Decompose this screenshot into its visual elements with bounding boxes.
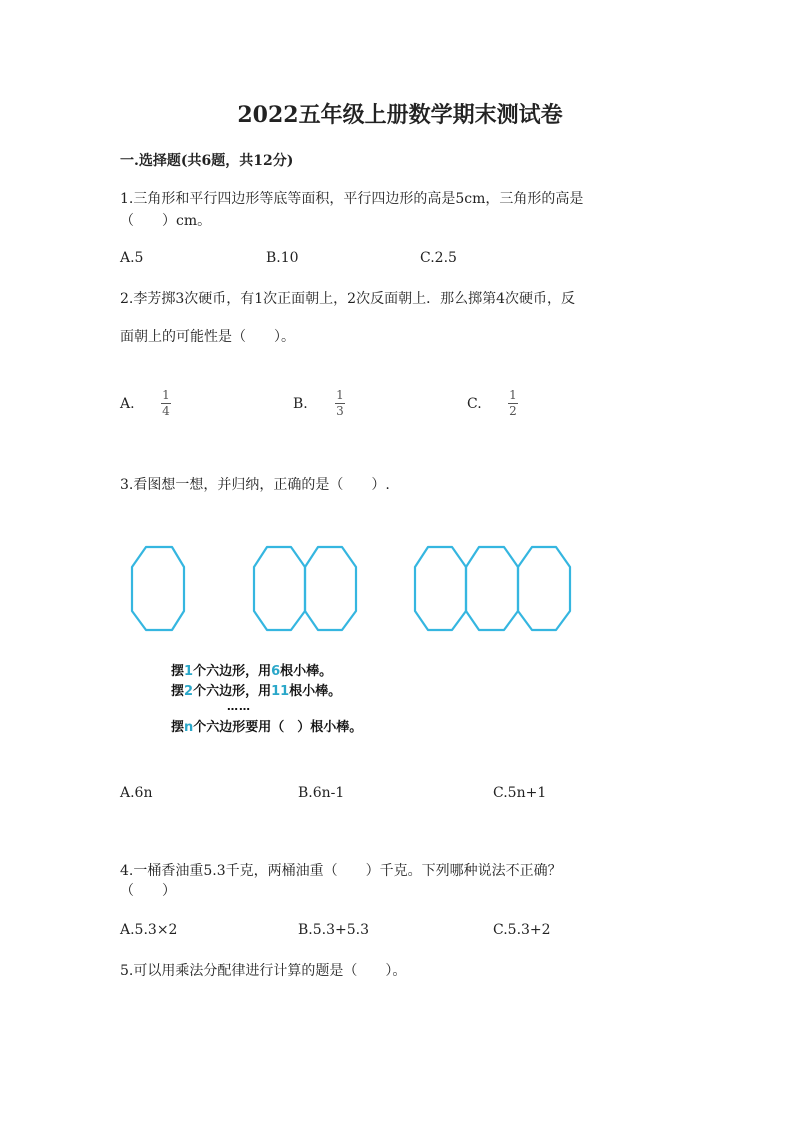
question-4-line-2: （ ） bbox=[120, 883, 176, 899]
hexagon-group-3-hex-1 bbox=[415, 547, 466, 630]
hexagon-group-1-hex-1 bbox=[132, 547, 184, 630]
question-1-option-b: B.10 bbox=[266, 250, 299, 266]
question-4-line-1: 4.一桶香油重5.3千克，两桶油重（ ）千克。下列哪种说法不正确？ bbox=[120, 863, 562, 879]
caption-text: 摆 bbox=[171, 684, 185, 699]
caption-number: 2 bbox=[184, 684, 194, 699]
caption-number: n bbox=[184, 720, 194, 735]
hexagon-group-2-hex-2 bbox=[305, 547, 356, 630]
caption-text: 摆 bbox=[171, 664, 185, 679]
page-title: 2022五年级上册数学期末测试卷 bbox=[237, 102, 563, 128]
caption-text: 个六边形，用 bbox=[193, 684, 272, 699]
figure-caption-line-2 bbox=[171, 680, 341, 699]
question-4-option-b: B.5.3+5.3 bbox=[298, 922, 369, 938]
fraction-denominator: 4 bbox=[162, 404, 170, 418]
question-4-option-c: C.5.3+2 bbox=[493, 922, 551, 938]
section-heading: 一.选择题(共6题，共12分) bbox=[120, 153, 294, 169]
question-4-option-a: A.5.3×2 bbox=[120, 922, 178, 938]
fraction-numerator: 1 bbox=[162, 388, 170, 402]
question-2-line-1: 2.李芳掷3次硬币，有1次正面朝上，2次反面朝上．那么掷第4次硬币，反 bbox=[120, 291, 575, 307]
question-2-option-c-label: C. bbox=[467, 396, 482, 412]
question-3-option-b: B.6n-1 bbox=[298, 785, 345, 801]
question-3-line-1: 3.看图想一想，并归纳，正确的是（ ）. bbox=[120, 477, 390, 493]
question-1-option-a: A.5 bbox=[120, 250, 144, 266]
fraction-denominator: 2 bbox=[509, 404, 517, 418]
hexagon-pattern-figure bbox=[120, 538, 590, 638]
figure-caption-line-1 bbox=[171, 660, 332, 679]
caption-number: 11 bbox=[271, 684, 290, 699]
figure-caption-ellipsis: …… bbox=[227, 700, 251, 713]
question-2-option-a-fraction bbox=[161, 389, 171, 418]
question-2-option-b-label: B. bbox=[293, 396, 308, 412]
caption-number: 6 bbox=[271, 664, 281, 679]
question-2-option-a-label: A. bbox=[120, 396, 135, 412]
question-3-option-c: C.5n+1 bbox=[493, 785, 547, 801]
figure-caption-line-3 bbox=[171, 716, 362, 735]
question-2-line-2: 面朝上的可能性是（ ）。 bbox=[120, 329, 295, 345]
caption-text: 根小棒。 bbox=[280, 664, 333, 679]
fraction-denominator: 3 bbox=[336, 404, 344, 418]
question-2-option-c-fraction bbox=[508, 389, 518, 418]
caption-text: 根小棒。 bbox=[289, 684, 342, 699]
question-3-option-a: A.6n bbox=[120, 785, 153, 801]
question-5-line-1: 5.可以用乘法分配律进行计算的题是（ ）。 bbox=[120, 963, 407, 979]
fraction-numerator: 1 bbox=[509, 388, 517, 402]
caption-text: 个六边形要用（ ）根小棒。 bbox=[193, 720, 363, 735]
hexagon-group-2-hex-1 bbox=[254, 547, 305, 630]
hexagon-group-3-hex-2 bbox=[466, 547, 518, 630]
question-1-line-2: （ ）cm。 bbox=[120, 213, 212, 229]
caption-number: 1 bbox=[184, 664, 194, 679]
question-1-option-c: C.2.5 bbox=[420, 250, 457, 266]
question-2-option-b-fraction bbox=[335, 389, 345, 418]
question-1-line-1: 1.三角形和平行四边形等底等面积，平行四边形的高是5cm，三角形的高是 bbox=[120, 191, 584, 207]
hexagon-group-3-hex-3 bbox=[518, 547, 570, 630]
fraction-numerator: 1 bbox=[336, 388, 344, 402]
caption-text: 摆 bbox=[171, 720, 185, 735]
caption-text: 个六边形，用 bbox=[193, 664, 272, 679]
